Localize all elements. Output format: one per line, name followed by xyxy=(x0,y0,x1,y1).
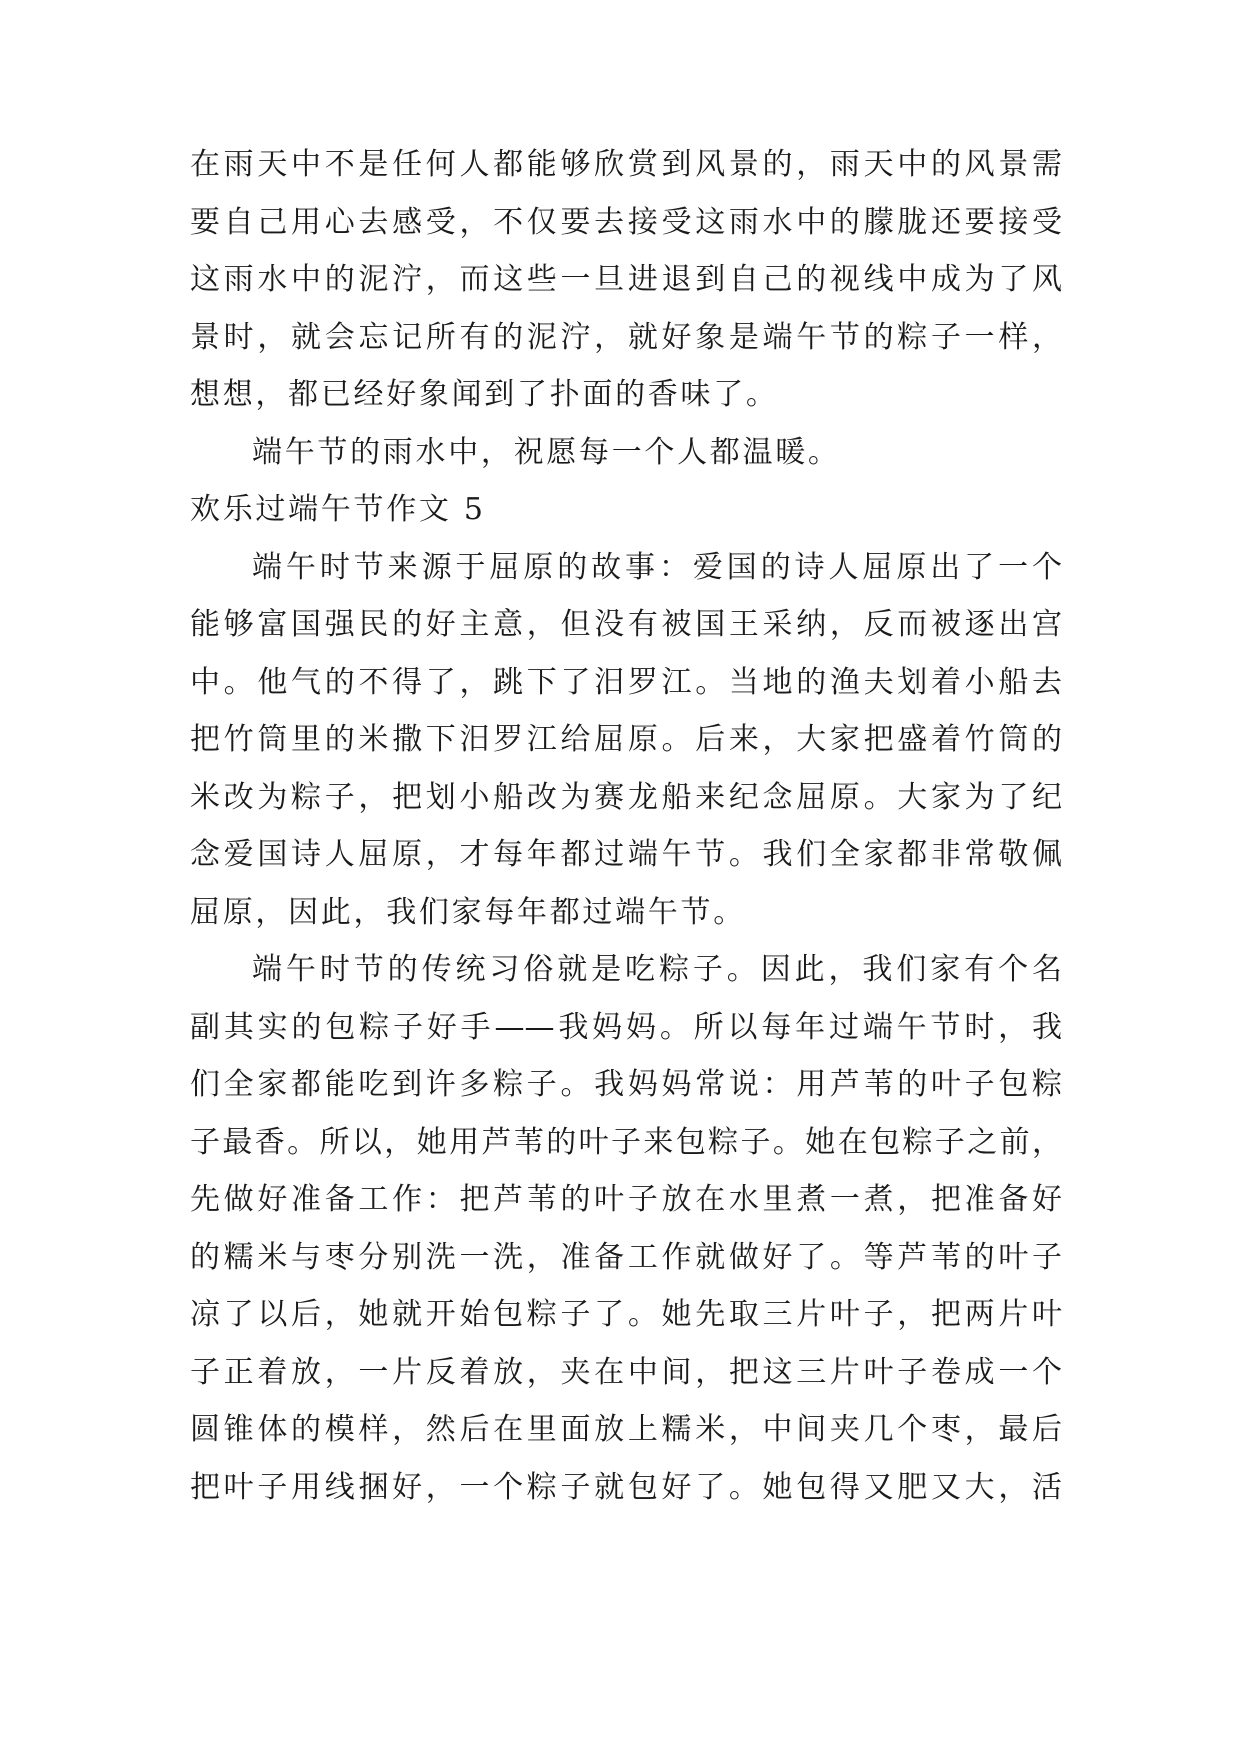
text-line: 子正着放，一片反着放，夹在中间，把这三片叶子卷成一个 xyxy=(190,1354,1062,1390)
text-line: 的糯米与枣分别洗一洗，准备工作就做好了。等芦苇的叶子 xyxy=(190,1239,1062,1275)
text-line: 们全家都能吃到许多粽子。我妈妈常说：用芦苇的叶子包粽 xyxy=(190,1067,1062,1102)
text-line: 副其实的包粽子好手——我妈妈。所以每年过端午节时，我 xyxy=(190,1009,1062,1045)
text-line: 能够富国强民的好主意，但没有被国王采纳，反而被逐出宫 xyxy=(190,607,1062,642)
text-line: 中。他气的不得了，跳下了汨罗江。当地的渔夫划着小船去 xyxy=(190,664,1062,700)
paragraph-3 xyxy=(190,539,1062,942)
text-line: 把叶子用线捆好，一个粽子就包好了。她包得又肥又大，活 xyxy=(190,1469,1062,1505)
text-line: 端午时节来源于屈原的故事：爱国的诗人屈原出了一个 xyxy=(252,549,1062,585)
text-line: 念爱国诗人屈原，才每年都过端午节。我们全家都非常敬佩 xyxy=(190,837,1062,872)
paragraph-4 xyxy=(190,941,1062,1516)
text-line: 圆锥体的模样，然后在里面放上糯米，中间夹几个枣，最后 xyxy=(190,1412,1062,1447)
paragraph-2 xyxy=(190,424,1062,482)
text-line: 子最香。所以，她用芦苇的叶子来包粽子。她在包粽子之前， xyxy=(190,1124,1062,1160)
text-line: 把竹筒里的米撒下汨罗江给屈原。后来，大家把盛着竹筒的 xyxy=(190,722,1062,757)
text-line: 端午时节的传统习俗就是吃粽子。因此，我们家有个名 xyxy=(252,952,1062,987)
document-page xyxy=(190,136,1062,1516)
text-line: 屈原，因此，我们家每年都过端午节。 xyxy=(190,894,746,930)
text-line: 端午节的雨水中，祝愿每一个人都温暖。 xyxy=(252,434,841,470)
text-line: 想想，都已经好象闻到了扑面的香味了。 xyxy=(190,377,779,412)
section-heading: 欢乐过端午节作文 5 xyxy=(190,492,486,527)
text-line: 先做好准备工作：把芦苇的叶子放在水里煮一煮，把准备好 xyxy=(190,1182,1062,1217)
text-line: 凉了以后，她就开始包粽子了。她先取三片叶子，把两片叶 xyxy=(190,1297,1062,1332)
text-line: 在雨天中不是任何人都能够欣赏到风景的，雨天中的风景需 xyxy=(190,147,1062,182)
text-line: 这雨水中的泥泞，而这些一旦进退到自己的视线中成为了风 xyxy=(190,262,1062,297)
text-line: 景时，就会忘记所有的泥泞，就好象是端午节的粽子一样， xyxy=(190,319,1062,355)
paragraph-1 xyxy=(190,136,1062,424)
text-line: 米改为粽子，把划小船改为赛龙船来纪念屈原。大家为了纪 xyxy=(190,779,1062,815)
text-line: 要自己用心去感受，不仅要去接受这雨水中的朦胧还要接受 xyxy=(190,204,1062,240)
